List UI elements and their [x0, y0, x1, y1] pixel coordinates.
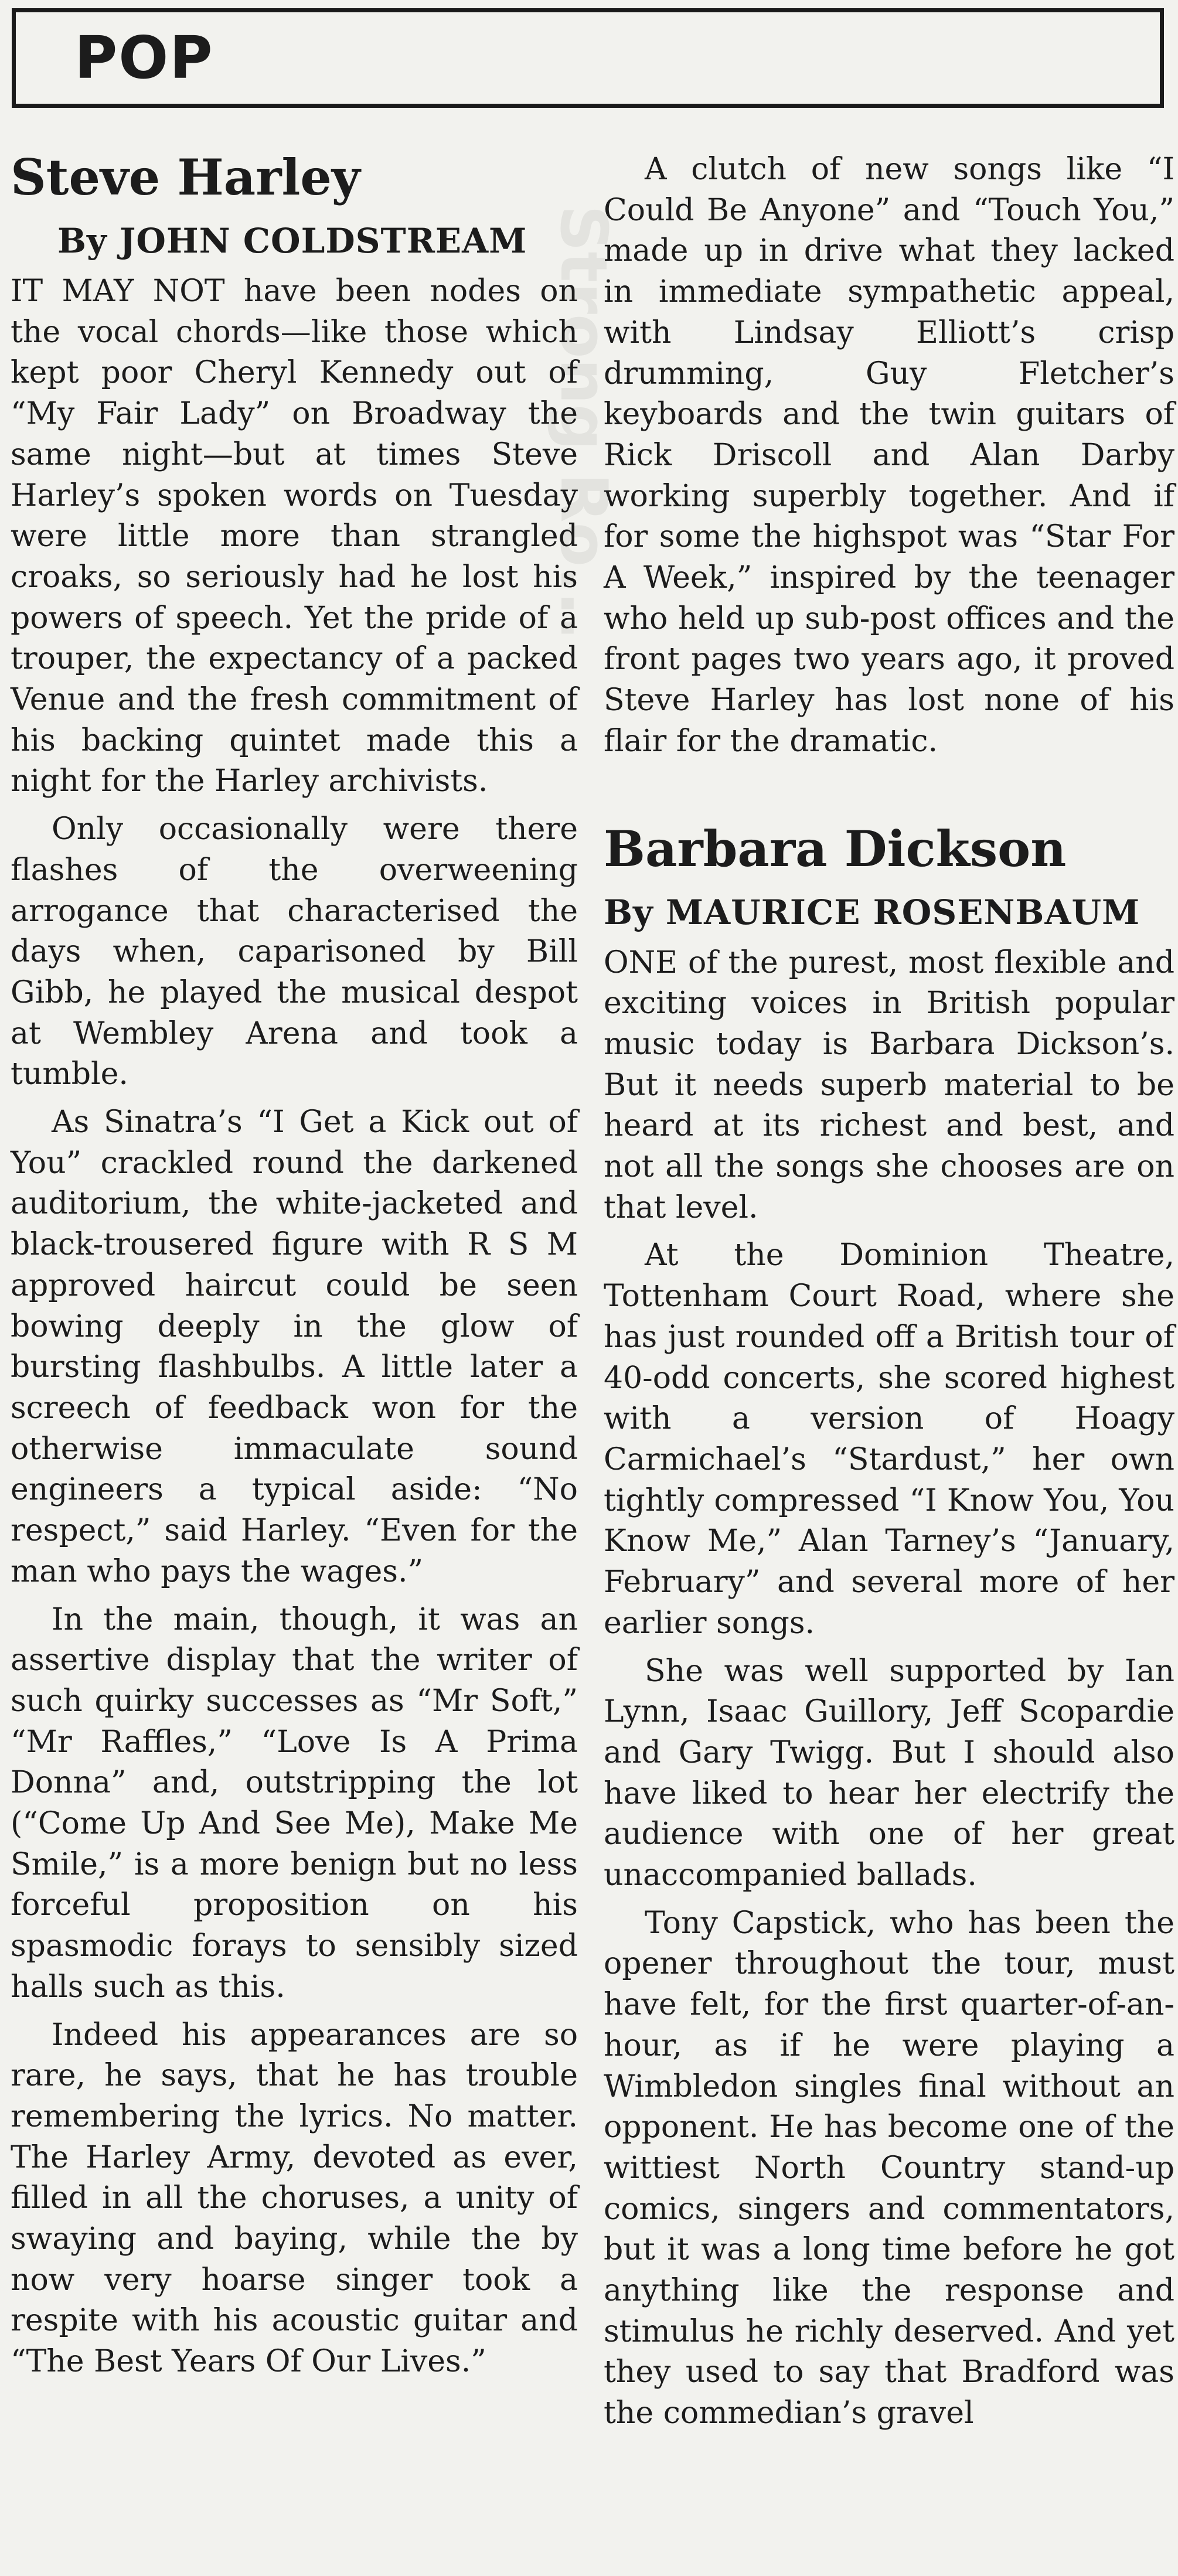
- story1-paragraph: As Sinatra’s “I Get a Kick out of You” crackled round the darkened auditorium, the white-jacketed and black-trousered figure with R S M approved haircut could be seen bowing deeply in the glow of bursting flashbulbs. A little later a screech of feedback won for the otherwise immaculate sound engineers a typical aside: “No respect,” said Harley. “Even for the man who pays the wages.”: [11, 1105, 578, 1589]
- watermark: Strong Ro...: [546, 205, 621, 640]
- story2-paragraph: At the Dominion Theatre, Tottenham Court Road, where she has just rounded off a British tour of 40-odd concerts, she scored highest with a version of Hoagy Carmichael’s “Stardust,” her own tightly compressed “I Know You, You Know Me,” Alan Tarney’s “January, February” and several more of her earlier songs.: [604, 1238, 1174, 1641]
- section-header-box: [12, 8, 1164, 108]
- story2-byline: By MAURICE ROSENBAUM: [604, 892, 1140, 932]
- story2-paragraph: Tony Capstick, who has been the opener throughout the tour, must have felt, for the first quarter-of-an-hour, as if he were playing a Wimbledon singles final without an opponent. He has become one of the wittiest North Country stand-up comics, singers and commentators, but it was a long time before he got anything like the response and stimulus he richly deserved. And yet they used to say that Bradford was the commedian’s gravel: [604, 1905, 1174, 2431]
- story1-byline: By JOHN COLDSTREAM: [57, 221, 527, 261]
- story1-headline: Steve Harley: [11, 148, 360, 206]
- story1-paragraph: IT MAY NOT have been nodes on the vocal chords—like those which kept poor Cheryl Kennedy out of “My Fair Lady” on Broadway the same night—but at times Steve Harley’s spoken words on Tuesday were little more than strangled croaks, so seriously had he lost his powers of speech. Yet the pride of a trouper, the expectancy of a packed Venue and the fresh commitment of his backing quintet made this a night for the Harley archivists.: [11, 274, 578, 799]
- story1-paragraph: Only occasionally were there flashes of the overweening arrogance that characterised the days when, caparisoned by Bill Gibb, he played the musical despot at Wembley Arena and took a tumble.: [11, 812, 578, 1092]
- story1-paragraph: In the main, though, it was an assertive display that the writer of such quirky successes as “Mr Soft,” “Mr Raffles,” “Love Is A Prima Donna” and, outstripping the lot (“Come Up And See Me), Make Me Smile,” is a more benign but no less forceful proposition on his spasmodic forays to sensibly sized halls such as this.: [11, 1602, 578, 2005]
- column-left: [11, 149, 578, 2383]
- story2-paragraph: She was well supported by Ian Lynn, Isaac Guillory, Jeff Scopardie and Gary Twigg. But I should also have liked to hear her electrify the audience with one of her great unaccompanied ballads.: [604, 1653, 1174, 1893]
- story2: [604, 821, 1174, 2434]
- story1-paragraph: A clutch of new songs like “I Could Be Anyone” and “Touch You,” made up in drive what they lacked in immediate sympathetic appeal, with Lindsay Elliott’s crisp drumming, Guy Fletcher’s keyboards and the twin guitars of Rick Driscoll and Alan Darby working superbly together. And if for some the highspot was “Star For A Week,” inspired by the teenager who held up sub-post offices and the front pages two years ago, it proved Steve Harley has lost none of his flair for the dramatic.: [604, 152, 1174, 759]
- story2-headline: Barbara Dickson: [604, 819, 1067, 878]
- column-right: [604, 149, 1174, 2434]
- story1-paragraph: Indeed his appearances are so rare, he says, that he has trouble remembering the lyrics. No matter. The Harley Army, devoted as ever, filled in all the choruses, a unity of swaying and baying, while the by now very hoarse singer took a respite with his acoustic guitar and “The Best Years Of Our Lives.”: [11, 2017, 578, 2380]
- story2-paragraph: ONE of the purest, most flexible and exciting voices in British popular music today is Barbara Dickson’s. But it needs superb material to be heard at its richest and best, and not all the songs she chooses are on that level.: [604, 945, 1174, 1225]
- section-label: POP: [74, 23, 214, 92]
